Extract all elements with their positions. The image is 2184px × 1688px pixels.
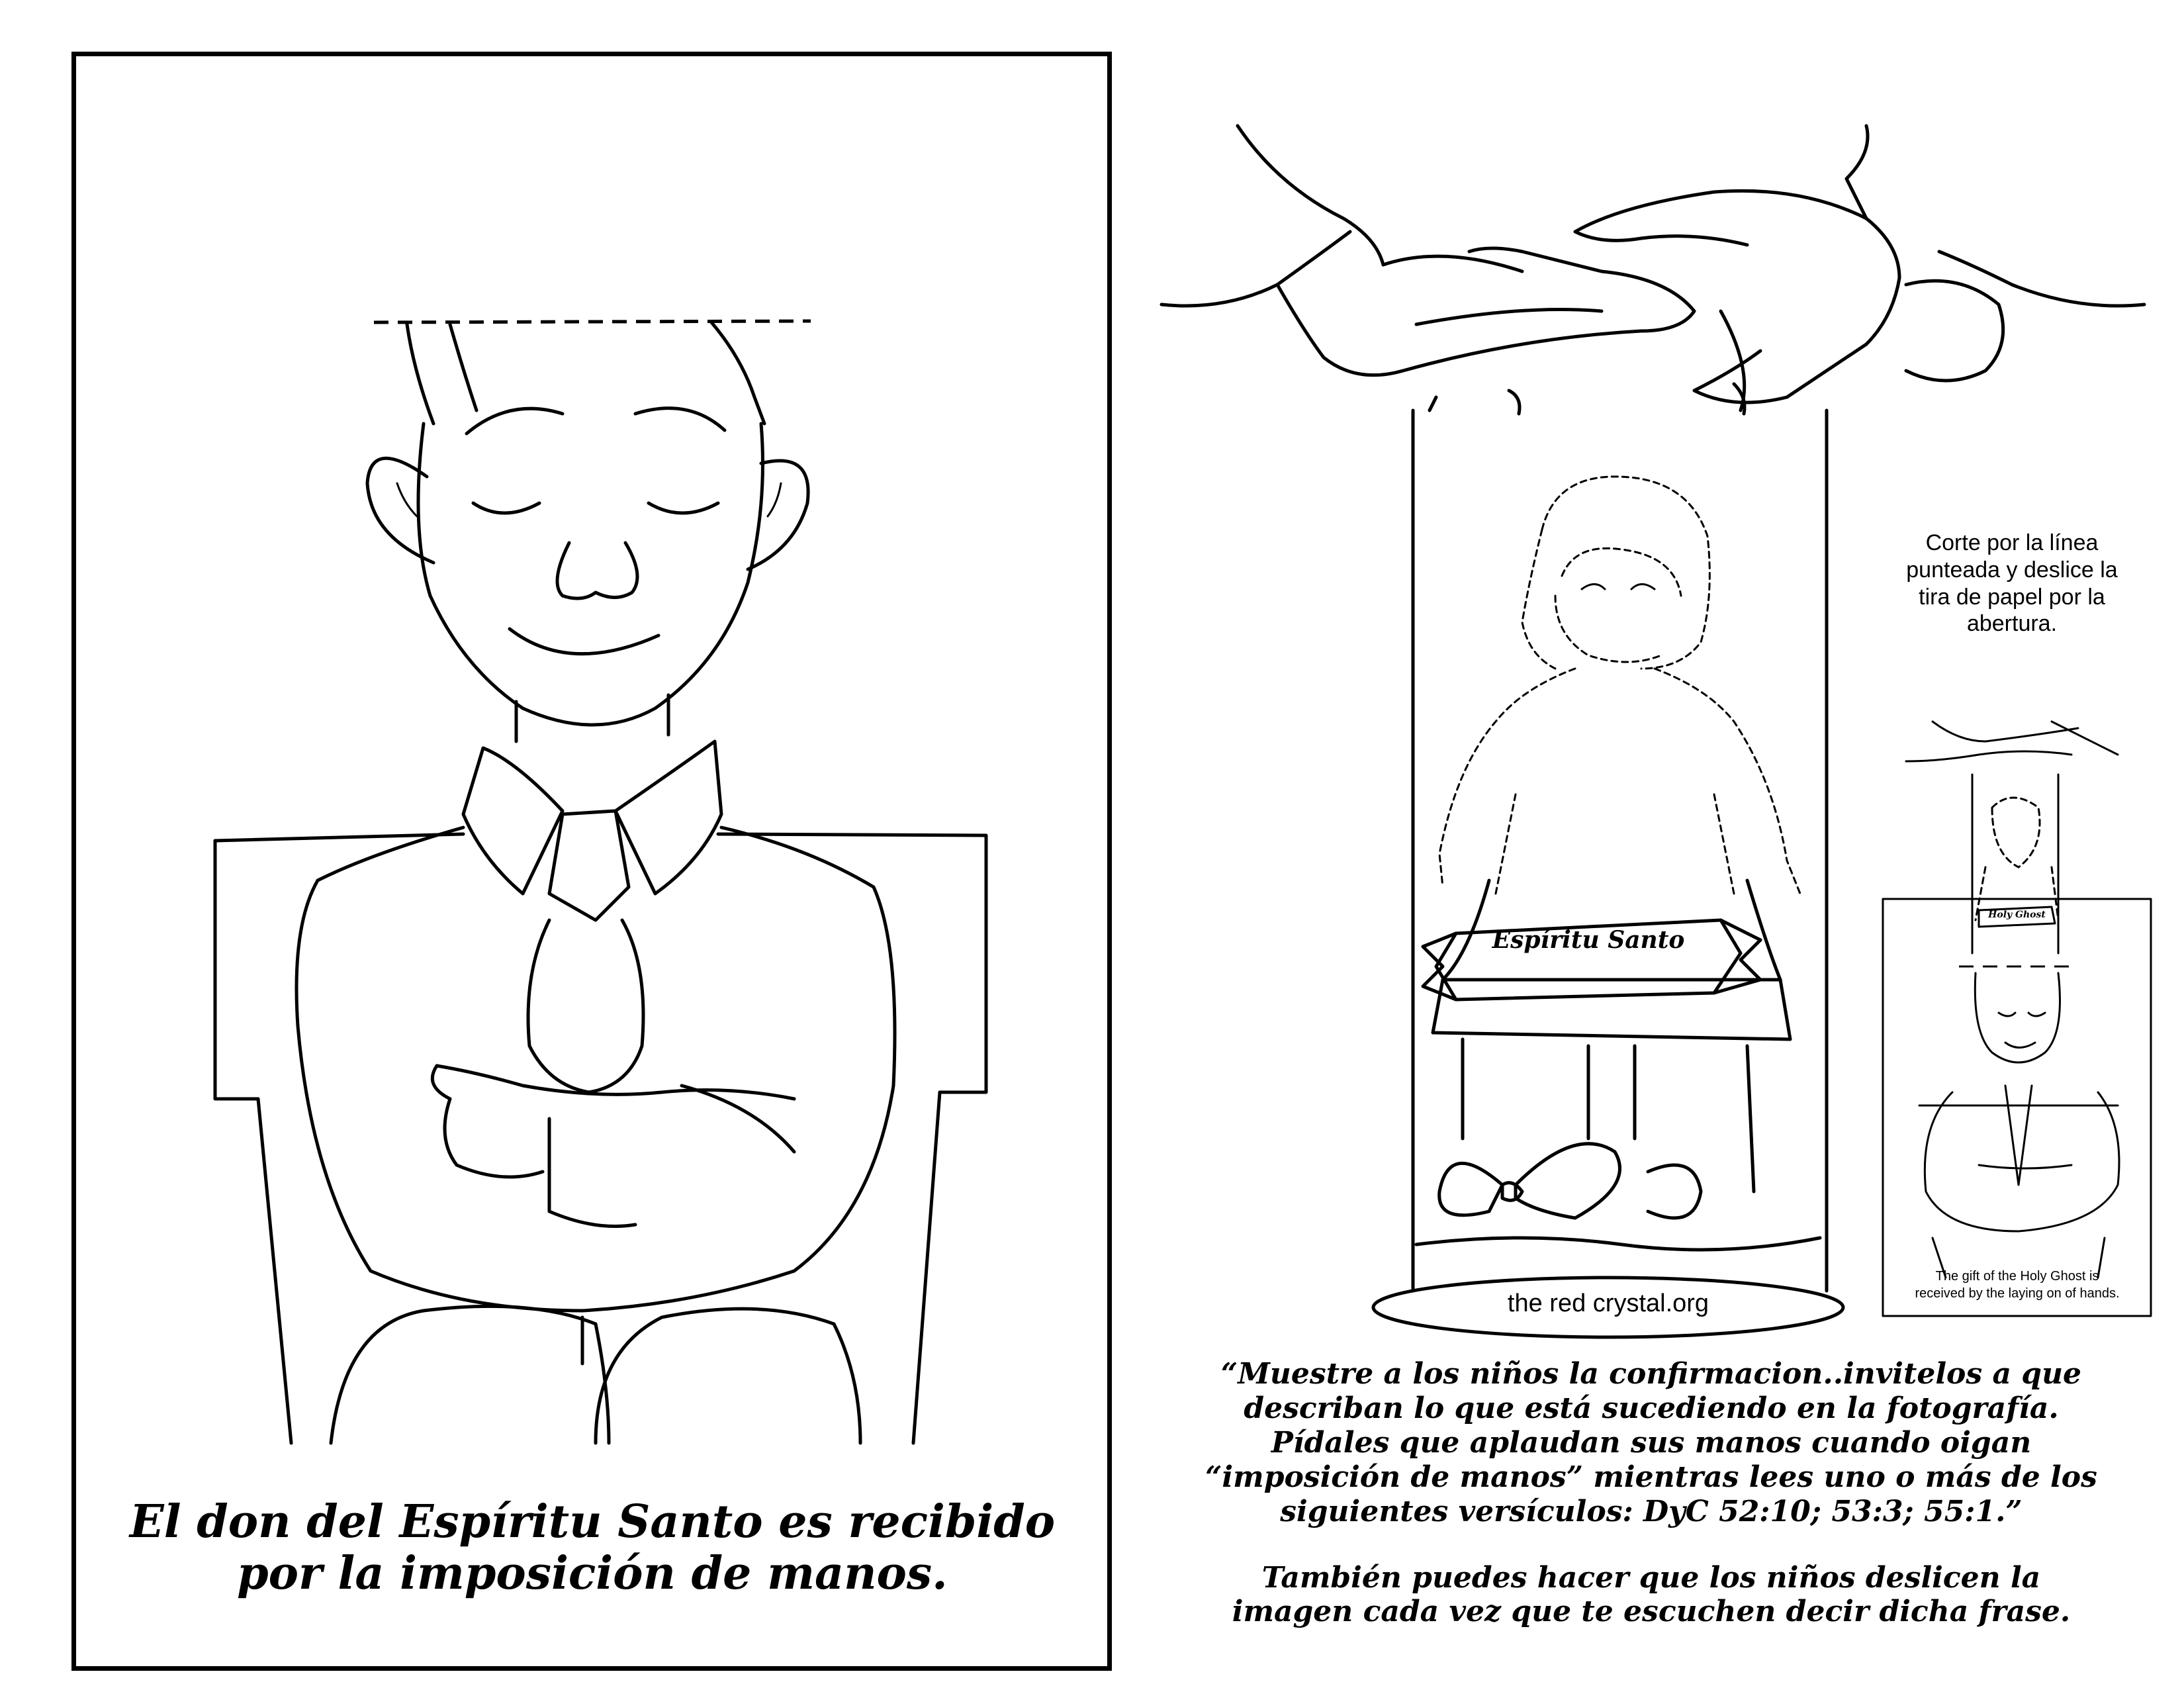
website-label: the red crystal.org — [1507, 1289, 1709, 1317]
example-caption — [1885, 1268, 2150, 1302]
note-line-1: “Muestre a los niños la confirmacion..invitelos a que — [1220, 1357, 2082, 1391]
instructions-line-4: abertura. — [1966, 611, 2058, 637]
strip-banner-label: Espíritu Santo — [1492, 926, 1685, 954]
note-line-5: siguientes versículos: DyC 52:10; 53:3; 55:1.” — [1280, 1494, 2023, 1528]
note-line-2: describan lo que está sucediendo en la fotografía. — [1244, 1391, 2059, 1425]
example-banner-label: Holy Ghost — [1988, 910, 2046, 920]
left-caption-line-1: El don del Espíritu Santo es recibido — [129, 1495, 1056, 1548]
instructions-line-1: Corte por la línea — [1925, 530, 2099, 555]
example-card-frame — [1883, 899, 2151, 1316]
left-caption-line-2: por la imposición de manos. — [237, 1547, 948, 1601]
teacher-note — [1152, 1357, 2151, 1629]
example-caption-line-1: The gift of the Holy Ghost is — [1935, 1269, 2099, 1284]
note-line-4: “imposición de manos” mientras lees uno o más de los — [1205, 1460, 2097, 1494]
instructions-line-2: punteada y deslice la — [1906, 557, 2118, 583]
note-line-6: También puedes hacer que los niños deslicen la — [1261, 1560, 2041, 1595]
instructions-line-3: tira de papel por la — [1919, 584, 2105, 610]
note-line-3: Pídales que aplaudan sus manos cuando oigan — [1271, 1425, 2032, 1460]
note-line-7: imagen cada vez que te escuchen decir dicha frase. — [1232, 1595, 2071, 1629]
example-caption-line-2: received by the laying on of hands. — [1915, 1286, 2120, 1301]
